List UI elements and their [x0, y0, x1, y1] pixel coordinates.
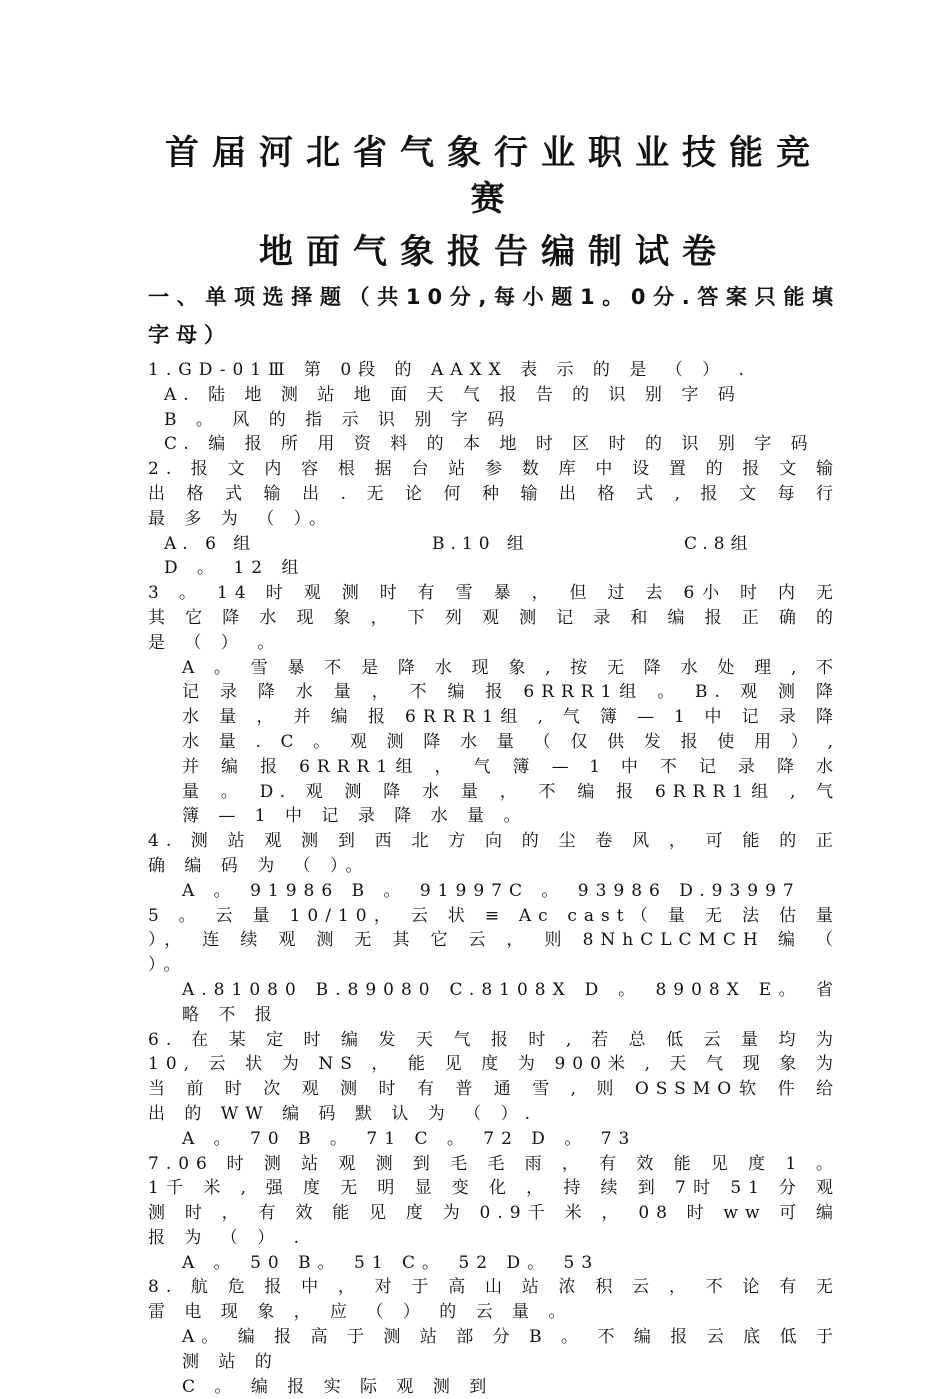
option-d: D 。 12 组: [164, 558, 306, 579]
options-block: A 。 91986 B 。 91997C 。 93986 D.93997: [182, 880, 801, 901]
option-c: C. 编 报 所 用 资 料 的 本 地 时 区 时 的 识 别 字 码: [164, 434, 815, 455]
question-stem: 5 。 云 量 10/10， 云 状 ≡ Ac cast（ 量 无 法 估 量 ）， 连 续 观 测 无 其 它 云 ， 则 8NhCLCMCH 编 （ ）。: [148, 905, 840, 976]
option-b: B.10 组: [432, 533, 530, 554]
question-6: [148, 1028, 840, 1152]
exam-subtitle: 地面气象报告编制试卷: [259, 232, 729, 272]
question-stem: 4. 测 站 观 测 到 西 北 方 向 的 尘 卷 风 ， 可 能 的 正 确 编 码 为 （ ）。: [148, 831, 840, 876]
question-stem: 1.GD-01Ⅲ 第 0段 的 AAXX 表 示 的 是 （ ） .: [148, 360, 751, 380]
question-5: [148, 904, 840, 1028]
question-7: [148, 1152, 840, 1276]
question-stem: 7.06 时 测 站 观 测 到 毛 毛 雨 ， 有 效 能 见 度 1 。 1千 米 , 强 度 无 明 显 变 化 ， 持 续 到 7时 51 分 观 测 时 ， 有 效 能 见 度 为 0.9千 米 ， 08 时 ww 可 编 报 为 （ ） .: [148, 1153, 840, 1248]
question-4: [148, 829, 840, 903]
option-a: A. 6 组: [164, 533, 257, 554]
option-c: C.8组: [684, 533, 754, 554]
exam-page: [148, 130, 840, 1399]
options-block: A 。 70 B 。 71 C 。 72 D 。 73: [182, 1128, 637, 1149]
question-stem: 2. 报 文 内 容 根 据 台 站 参 数 库 中 设 置 的 报 文 输 出 格 式 输 出 . 无 论 何 种 输 出 格 式 , 报 文 每 行 最 多 为 （ ）。: [148, 459, 840, 529]
option-a: A. 陆 地 测 站 地 面 天 气 报 告 的 识 别 字 码: [164, 384, 742, 405]
option-b: B 。 风 的 指 示 识 别 字 码: [164, 409, 512, 430]
options-block: A.81080 B.89080 C.8108X D 。 8908X E。 省 略 不 报: [182, 979, 840, 1025]
options-row: [148, 532, 840, 557]
question-1: [148, 358, 840, 457]
exam-title: 首届河北省气象行业职业技能竞赛: [165, 133, 823, 219]
options-block: A 。 雪 暴 不 是 降 水 现 象 , 按 无 降 水 处 理 , 不 记 录 降 水 量 ， 不 编 报 6RRR1组 。 B. 观 测 降 水 量 ， 并 编 报 6RRR1组 , 气 簿 — 1 中 记 录 降 水 量 . C 。 观 测 降 水 量 （ 仅 供 发 报 使 用 ） , 并 编 报 6RRR1组 ， 气 簿 — 1 中 不 记 录 降 水 量 。 D. 观 测 降 水 量 ， 不 编 报 6RRR1组 , 气 簿 — 1 中 记 录 降 水 量 。: [182, 657, 840, 827]
question-stem: 3 。 14 时 观 测 时 有 雪 暴 ， 但 过 去 6小 时 内 无 其 它 降 水 现 象 ， 下 列 观 测 记 录 和 编 报 正 确 的 是 （ ） 。: [148, 583, 840, 653]
options-block: A。 编 报 高 于 测 站 部 分 B 。 不 编 报 云 底 低 于 测 站 的: [182, 1327, 840, 1372]
question-8: [148, 1275, 840, 1399]
options-block: A 。 50 B。 51 C。 52 D。 53: [182, 1252, 600, 1273]
question-stem: 8. 航 危 报 中 ， 对 于 高 山 站 浓 积 云 ， 不 论 有 无 雷 电 现 象 ， 应 （ ） 的 云 量 。: [148, 1277, 840, 1323]
question-3: [148, 581, 840, 829]
question-2: [148, 457, 840, 581]
question-stem: 6. 在 某 定 时 编 发 天 气 报 时 , 若 总 低 云 量 均 为 10, 云 状 为 NS ， 能 见 度 为 900米 , 天 气 现 象 为 当 前 时 次 观 测 时 有 普 通 雪 , 则 OSSMO软 件 给 出 的 WW 编 码 默 认 为 （ ）.: [148, 1029, 840, 1124]
section-heading: 一、单项选择题（共10分,每小题1。0分.答案只能填字母）: [148, 285, 840, 347]
option-c: C 。 编 报 实 际 观 测 到: [182, 1376, 494, 1397]
